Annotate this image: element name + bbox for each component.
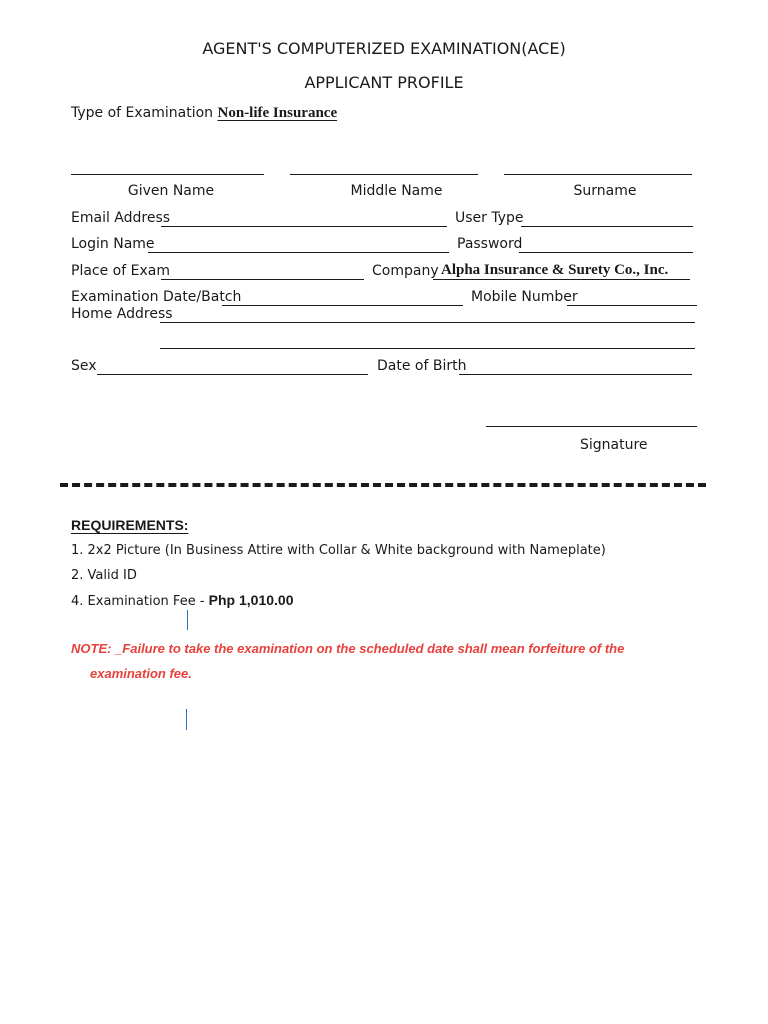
given-name-blank[interactable] <box>71 174 264 175</box>
requirement-item-2: 2. Valid ID <box>71 568 137 583</box>
requirements-heading: REQUIREMENTS: <box>71 517 189 533</box>
dob-field[interactable] <box>459 374 692 375</box>
exam-date-field[interactable] <box>222 305 463 306</box>
login-name-label: Login Name <box>71 236 155 252</box>
exam-fee-amount: Php 1,010.00 <box>208 592 294 608</box>
home-address-field-2[interactable] <box>160 348 695 349</box>
requirement-item-1: 1. 2x2 Picture (In Business Attire with Collar & White background with Nameplate) <box>71 543 606 558</box>
exam-type-value[interactable]: Non-life Insurance <box>217 105 338 121</box>
email-field[interactable] <box>161 226 447 227</box>
company-label: Company <box>372 263 439 279</box>
email-label: Email Address <box>71 210 171 226</box>
place-of-exam-label: Place of Exam <box>71 263 170 279</box>
signature-field[interactable] <box>486 426 697 427</box>
exam-type-label: Type of Examination <box>71 105 214 121</box>
signature-label: Signature <box>580 437 648 453</box>
mobile-field[interactable] <box>567 305 697 306</box>
form-subtitle: APPLICANT PROFILE <box>304 73 464 92</box>
place-of-exam-field[interactable] <box>161 279 364 280</box>
text-cursor-1 <box>187 610 188 630</box>
note-line-2: examination fee. <box>90 666 192 681</box>
user-type-field[interactable] <box>521 226 693 227</box>
login-name-field[interactable] <box>148 252 449 253</box>
note-line-1: NOTE: _Failure to take the examination on the scheduled date shall mean forfeiture of the <box>71 641 625 656</box>
password-label: Password <box>457 236 523 252</box>
given-name-label: Given Name <box>127 183 215 199</box>
mobile-label: Mobile Number <box>471 289 578 305</box>
company-field-underline <box>433 279 690 280</box>
sex-label: Sex <box>71 358 97 374</box>
text-cursor-2 <box>186 709 187 730</box>
sex-field[interactable] <box>97 374 368 375</box>
exam-date-label: Examination Date/Batch <box>71 289 242 305</box>
password-field[interactable] <box>519 252 693 253</box>
requirement-item-3 <box>71 592 293 609</box>
middle-name-blank[interactable] <box>290 174 478 175</box>
surname-label: Surname <box>573 183 637 199</box>
company-value[interactable]: Alpha Insurance & Surety Co., Inc. <box>441 262 669 278</box>
middle-name-label: Middle Name <box>350 183 443 199</box>
dob-label: Date of Birth <box>377 358 467 374</box>
surname-blank[interactable] <box>504 174 692 175</box>
form-title: AGENT'S COMPUTERIZED EXAMINATION(ACE) <box>202 39 566 58</box>
home-address-field-1[interactable] <box>160 322 695 323</box>
exam-fee-label: 4. Examination Fee - <box>71 594 209 609</box>
exam-type-row <box>71 105 337 122</box>
cut-line-divider <box>60 483 706 487</box>
user-type-label: User Type <box>455 210 524 226</box>
home-address-label: Home Address <box>71 306 173 322</box>
